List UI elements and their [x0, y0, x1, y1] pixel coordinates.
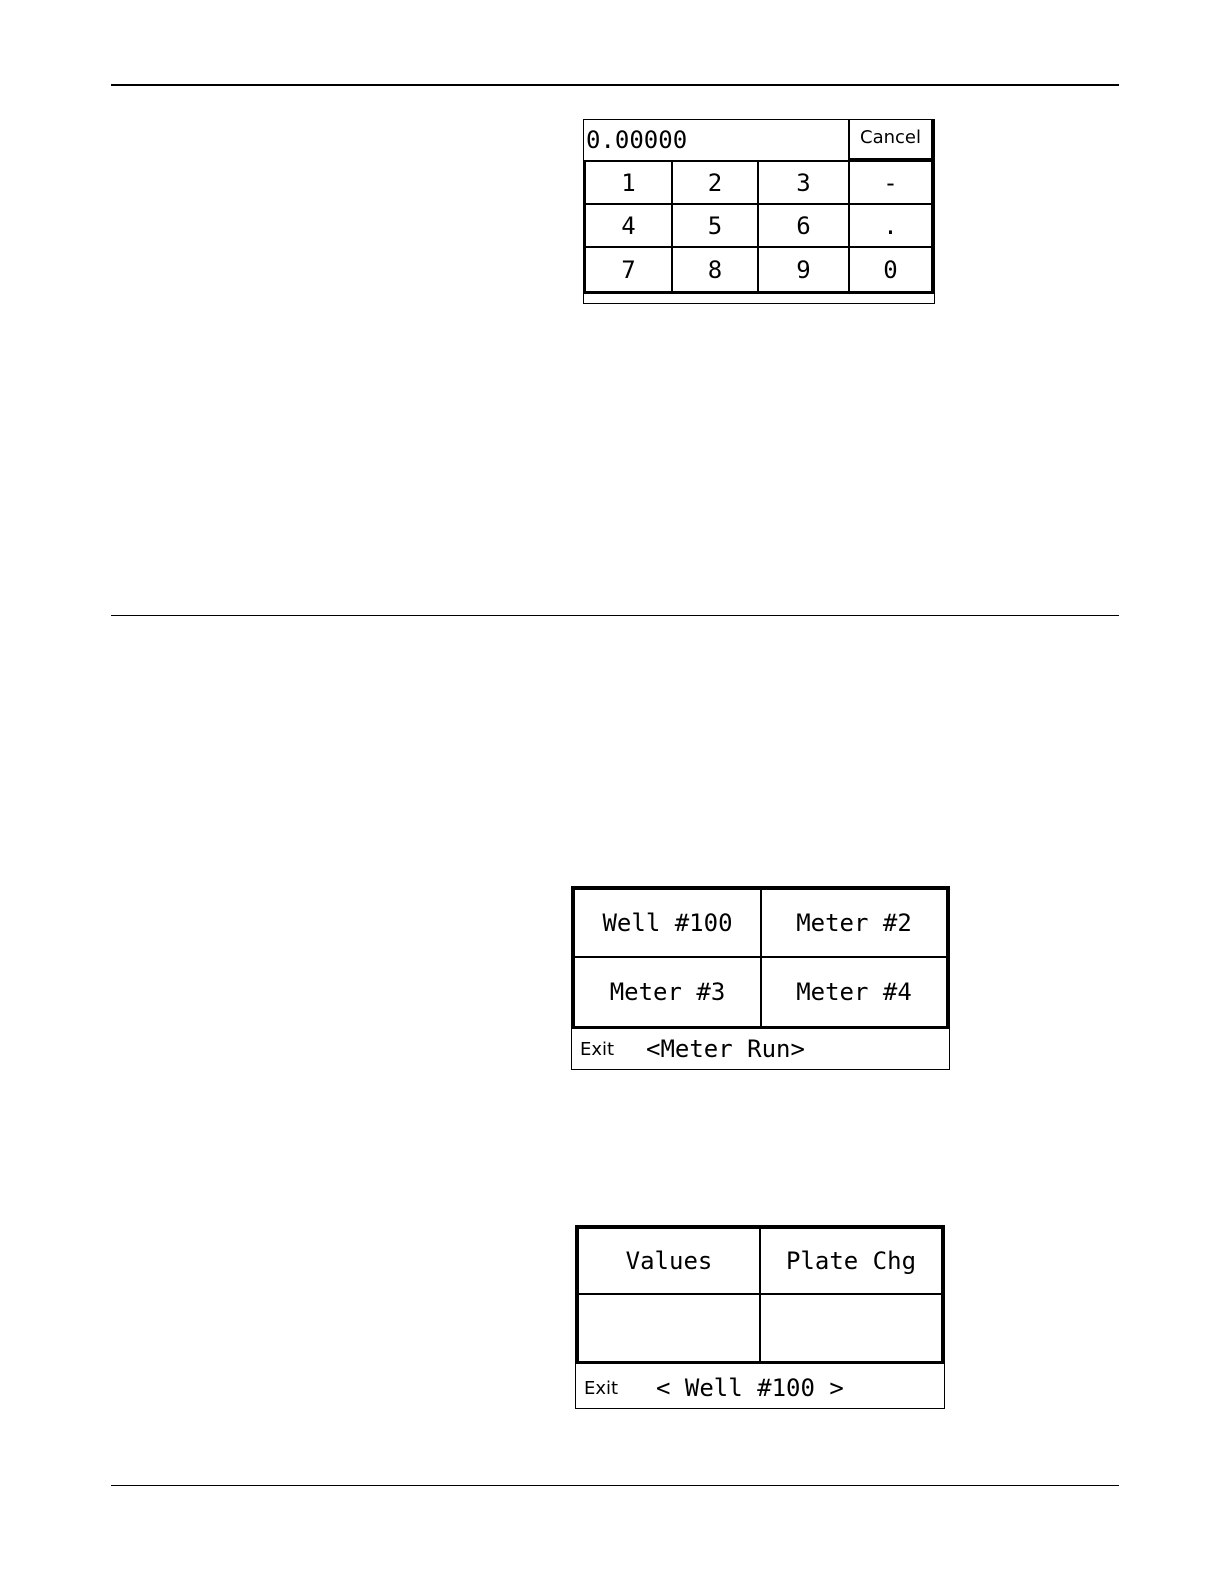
cancel-button[interactable]: Cancel — [848, 120, 934, 160]
key-7[interactable]: 7 — [586, 248, 673, 291]
key-3[interactable]: 3 — [759, 162, 850, 205]
key-decimal[interactable]: . — [850, 205, 931, 248]
well-footer — [576, 1368, 944, 1408]
keypad-grid — [584, 160, 934, 294]
meter-2-button[interactable]: Meter #2 — [762, 890, 946, 958]
section-rule — [111, 615, 1119, 616]
key-4[interactable]: 4 — [586, 205, 673, 248]
key-5[interactable]: 5 — [673, 205, 759, 248]
empty-cell — [761, 1295, 941, 1361]
keypad-display: 0.00000 — [586, 126, 688, 154]
well-grid — [576, 1226, 944, 1364]
key-minus[interactable]: - — [850, 162, 931, 205]
screen-title: < Well #100 > — [656, 1374, 844, 1402]
header-rule — [111, 84, 1119, 86]
meter-run-menu — [571, 886, 950, 1070]
exit-button[interactable]: Exit — [580, 1038, 615, 1060]
plate-change-button[interactable]: Plate Chg — [761, 1229, 941, 1295]
key-0[interactable]: 0 — [883, 255, 898, 284]
numeric-keypad — [583, 119, 935, 304]
footer-rule — [111, 1485, 1119, 1486]
key-9[interactable]: 9 — [759, 248, 850, 291]
key-1[interactable]: 1 — [586, 162, 673, 205]
values-button[interactable]: Values — [579, 1229, 761, 1295]
key-2[interactable]: 2 — [673, 162, 759, 205]
meter-3-button[interactable]: Meter #3 — [575, 958, 762, 1026]
screen-title: <Meter Run> — [646, 1035, 805, 1063]
key-8[interactable]: 8 — [673, 248, 759, 291]
key-6[interactable]: 6 — [759, 205, 850, 248]
empty-cell — [579, 1295, 761, 1361]
meter-run-grid — [572, 887, 949, 1029]
well-100-button[interactable]: Well #100 — [575, 890, 762, 958]
well-menu — [575, 1225, 945, 1409]
exit-button[interactable]: Exit — [584, 1377, 619, 1399]
meter-4-button[interactable]: Meter #4 — [796, 978, 912, 1006]
meter-run-footer — [572, 1029, 949, 1069]
